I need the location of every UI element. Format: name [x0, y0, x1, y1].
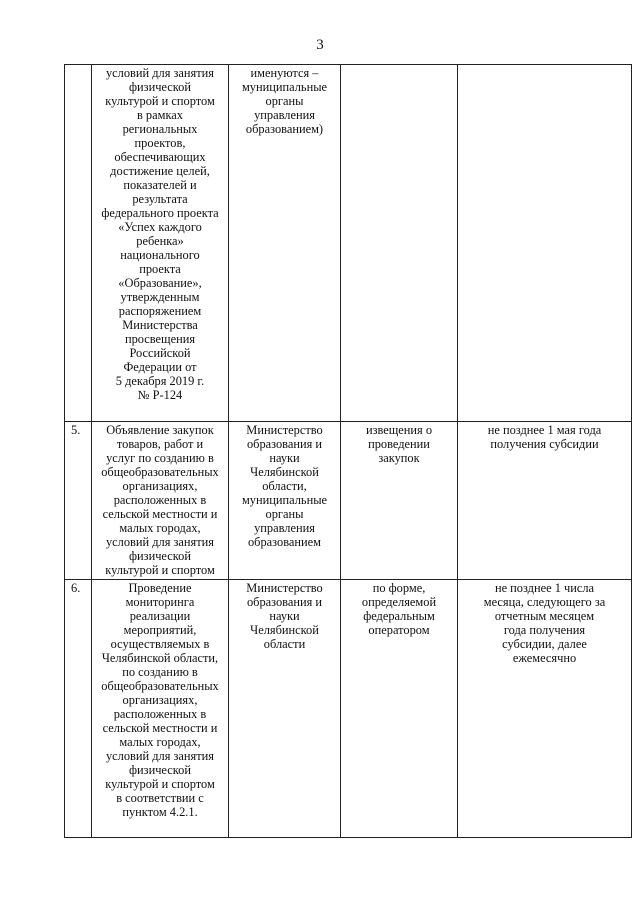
- table-row: [65, 422, 632, 580]
- deadline-cell: [458, 65, 632, 422]
- responsible-cell: именуются – муниципальные органы управления образованием): [229, 65, 341, 422]
- responsible-cell: Министерство образования и науки Челябинской области, муниципальные органы управления образованием: [229, 422, 341, 580]
- row-number-cell: 6.: [65, 580, 92, 838]
- action-cell: условий для занятия физической культурой и спортом в рамках региональных проектов, обеспечивающих достижение целей, показателей и результата федерального проекта «Успех каждого ребенка» национального проекта «Образование», утвержденным распоряжением Министерства просвещения Российской Федерации от 5 декабря 2019 г. № Р-124: [92, 65, 229, 422]
- row-number-cell: 5.: [65, 422, 92, 580]
- form-cell: извещения о проведении закупок: [341, 422, 458, 580]
- action-cell: Проведение мониторинга реализации мероприятий, осуществляемых в Челябинской области, по созданию в общеобразовательных организациях, расположенных в сельской местности и малых городах, условий для занятия физической культурой и спортом в соответствии с пунктом 4.2.1.: [92, 580, 229, 838]
- deadline-cell: не позднее 1 мая года получения субсидии: [458, 422, 632, 580]
- row-number-cell: [65, 65, 92, 422]
- page-number: 3: [316, 37, 324, 53]
- action-cell: Объявление закупок товаров, работ и услуг по созданию в общеобразовательных организациях, расположенных в сельской местности и малых городах, условий для занятия физической культурой и спортом: [92, 422, 229, 580]
- table-row: [65, 580, 632, 838]
- form-cell: по форме, определяемой федеральным оператором: [341, 580, 458, 838]
- responsible-cell: Министерство образования и науки Челябинской области: [229, 580, 341, 838]
- measures-table: [64, 64, 632, 838]
- table-row: [65, 65, 632, 422]
- form-cell: [341, 65, 458, 422]
- deadline-cell: не позднее 1 числа месяца, следующего за отчетным месяцем года получения субсидии, далее ежемесячно: [458, 580, 632, 838]
